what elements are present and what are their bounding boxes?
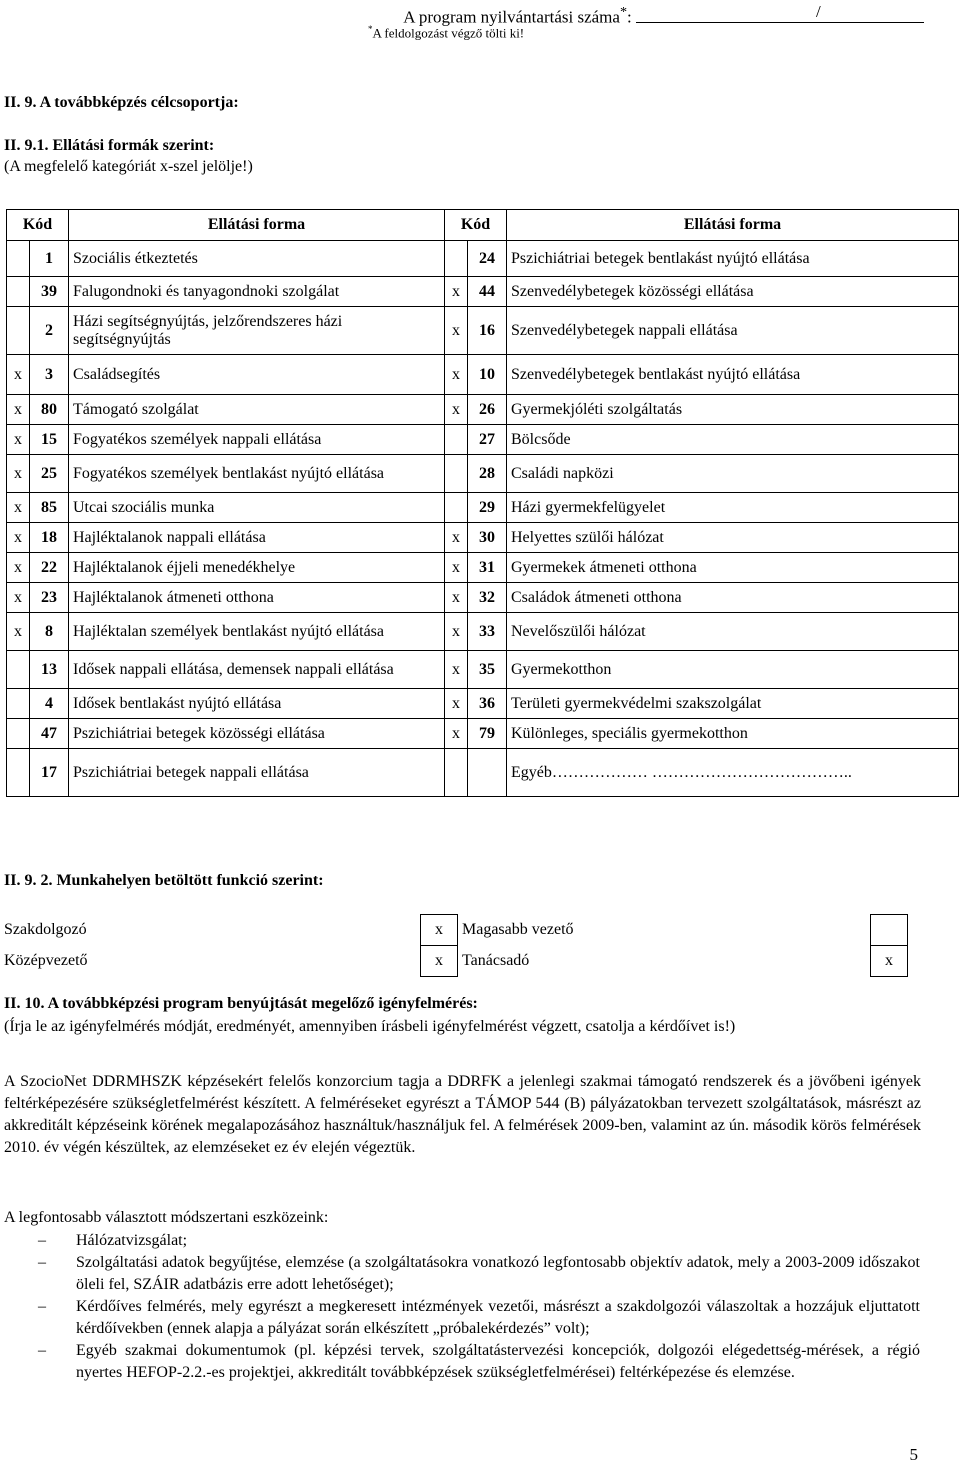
list-item: – Szolgáltatási adatok begyűjtése, elemzése (a szolgáltatásokra vonatkozó legfontosabb objektív adatok, mely a 2003-2009 időszakot öleli fel, SZÁIR adatbázis erre adott lehetőséget); — [38, 1254, 920, 1293]
code-cell: 36 — [468, 689, 507, 719]
code-cell: 18 — [30, 523, 69, 553]
form-cell: Házi gyermekfelügyelet — [507, 493, 959, 523]
mark-cell[interactable]: x — [445, 583, 468, 613]
mark-cell[interactable] — [445, 241, 468, 277]
table-row — [7, 613, 959, 651]
form-cell: Gyermekjóléti szolgáltatás — [507, 395, 959, 425]
mark-cell[interactable]: x — [7, 455, 30, 493]
table-header-row — [7, 210, 959, 241]
mark-cell[interactable]: x — [445, 553, 468, 583]
code-cell: 10 — [468, 355, 507, 395]
table-row — [7, 651, 959, 689]
table-row — [7, 455, 959, 493]
form-cell: Szociális étkeztetés — [69, 241, 445, 277]
function-row — [0, 915, 908, 946]
page-number: 5 — [909, 1445, 918, 1464]
section-9-1-title: II. 9.1. Ellátási formák szerint: — [4, 137, 215, 154]
code-cell: 26 — [468, 395, 507, 425]
form-cell: Bölcsőde — [507, 425, 959, 455]
mark-cell[interactable] — [7, 651, 30, 689]
code-cell: 30 — [468, 523, 507, 553]
header-code-1: Kód — [7, 210, 69, 241]
function-label: Szakdolgozó — [4, 921, 87, 938]
section-9-2-title: II. 9. 2. Munkahelyen betöltött funkció szerint: — [4, 872, 324, 889]
code-cell: 29 — [468, 493, 507, 523]
mark-cell[interactable]: x — [7, 553, 30, 583]
code-cell: 1 — [30, 241, 69, 277]
form-cell: Fogyatékos személyek nappali ellátása — [69, 425, 445, 455]
code-cell: 13 — [30, 651, 69, 689]
code-cell: 44 — [468, 277, 507, 307]
mark-cell[interactable] — [7, 241, 30, 277]
code-cell: 24 — [468, 241, 507, 277]
code-cell: 15 — [30, 425, 69, 455]
mark-cell[interactable]: x — [7, 493, 30, 523]
mark-cell[interactable] — [445, 425, 468, 455]
mark-cell[interactable] — [7, 307, 30, 355]
mark-cell[interactable]: x — [445, 719, 468, 749]
table-row — [7, 523, 959, 553]
program-number-label: A program nyilvántartási száma — [403, 7, 620, 27]
table-row — [7, 493, 959, 523]
code-cell: 85 — [30, 493, 69, 523]
code-cell: 22 — [30, 553, 69, 583]
form-cell: Családsegítés — [69, 355, 445, 395]
mark-cell[interactable]: x — [445, 651, 468, 689]
mark-cell[interactable]: x — [7, 613, 30, 651]
mark-cell[interactable]: x — [445, 613, 468, 651]
form-cell: Nevelőszülői hálózat — [507, 613, 959, 651]
mark-cell[interactable] — [7, 749, 30, 797]
table-row — [7, 553, 959, 583]
mark-cell[interactable]: x — [445, 395, 468, 425]
header-form-1: Ellátási forma — [69, 210, 445, 241]
form-cell: Családok átmeneti otthona — [507, 583, 959, 613]
list-item: – Egyéb szakmai dokumentumok (pl. képzési tervek, szolgáltatástervezési koncepciók, dolgozói elégedettség-mérések, a régió nyertes HEFOP-2.2.-es projektjei, akkreditált továbbképzések szükségletfelmérései) feltérképezése és elemzése. — [38, 1342, 920, 1381]
form-cell: Szenvedélybetegek bentlakást nyújtó ellátása — [507, 355, 959, 395]
code-cell: 39 — [30, 277, 69, 307]
list-item: – Hálózatvizsgálat; — [38, 1232, 188, 1249]
form-cell: Egyéb……………… ……………………………….. — [507, 749, 959, 797]
header-form-2: Ellátási forma — [507, 210, 959, 241]
form-cell: Helyettes szülői hálózat — [507, 523, 959, 553]
mark-cell[interactable] — [445, 749, 468, 797]
function-label: Tanácsadó — [462, 952, 530, 969]
mark-cell[interactable]: x — [7, 523, 30, 553]
mark-cell[interactable]: x — [7, 395, 30, 425]
section-10-title: II. 10. A továbbképzési program benyújtását megelőző igényfelmérés: — [4, 995, 478, 1012]
form-cell: Idősek bentlakást nyújtó ellátása — [69, 689, 445, 719]
form-cell: Különleges, speciális gyermekotthon — [507, 719, 959, 749]
care-forms-table — [6, 209, 959, 797]
code-cell: 4 — [30, 689, 69, 719]
code-cell: 17 — [30, 749, 69, 797]
table-row — [7, 355, 959, 395]
table-row — [7, 583, 959, 613]
form-cell: Családi napközi — [507, 455, 959, 493]
code-cell: 25 — [30, 455, 69, 493]
form-cell: Házi segítségnyújtás, jelzőrendszeres házi segítségnyújtás — [69, 307, 445, 355]
form-cell: Támogató szolgálat — [69, 395, 445, 425]
form-cell: Gyermekotthon — [507, 651, 959, 689]
processor-note: *A feldolgozást végző tölti ki! — [368, 24, 525, 41]
code-cell: 32 — [468, 583, 507, 613]
function-checkbox[interactable]: x — [421, 946, 458, 977]
table-row — [7, 395, 959, 425]
form-cell: Hajléktalanok nappali ellátása — [69, 523, 445, 553]
function-checkbox[interactable] — [871, 915, 908, 946]
mark-cell[interactable]: x — [445, 355, 468, 395]
form-cell: Hajléktalanok éjjeli menedékhelye — [69, 553, 445, 583]
mark-cell[interactable] — [7, 689, 30, 719]
form-cell: Idősek nappali ellátása, demensek nappali ellátása — [69, 651, 445, 689]
mark-cell[interactable]: x — [7, 583, 30, 613]
tools-intro: A legfontosabb választott módszertani eszközeink: — [4, 1209, 329, 1226]
list-item: – Kérdőíves felmérés, mely egyrészt a megkeresett intézmények vezetői, másrészt a szakdolgozói válaszoltak a hozzájuk eljuttatott kérdőívekben (ennek alapja a pályázat során elkészített „próbalekérdezés” volt); — [38, 1298, 920, 1337]
section-10-instruction: (Írja le az igényfelmérés módját, eredményét, amennyiben írásbeli igényfelmérést végzett, csatolja a kérdőívet is!) — [4, 1018, 736, 1035]
function-label: Magasabb vezető — [462, 921, 574, 938]
function-checkbox[interactable]: x — [421, 915, 458, 946]
table-row — [7, 307, 959, 355]
mark-cell[interactable]: x — [445, 689, 468, 719]
code-cell: 27 — [468, 425, 507, 455]
form-cell: Pszichiátriai betegek nappali ellátása — [69, 749, 445, 797]
code-cell: 47 — [30, 719, 69, 749]
form-cell: Területi gyermekvédelmi szakszolgálat — [507, 689, 959, 719]
table-row — [7, 749, 959, 797]
header-code-2: Kód — [445, 210, 507, 241]
section-9-title: II. 9. A továbbképzés célcsoportja: — [4, 94, 239, 111]
tools-list — [0, 1230, 920, 1384]
table-row — [7, 719, 959, 749]
function-label: Középvezető — [4, 952, 88, 969]
code-cell: 28 — [468, 455, 507, 493]
mark-cell[interactable]: x — [7, 425, 30, 455]
table-row — [7, 689, 959, 719]
mark-cell[interactable]: x — [445, 523, 468, 553]
code-cell — [468, 749, 507, 797]
form-cell: Fogyatékos személyek bentlakást nyújtó ellátása — [69, 455, 445, 493]
code-cell: 16 — [468, 307, 507, 355]
table-row — [7, 241, 959, 277]
form-cell: Hajléktalanok átmeneti otthona — [69, 583, 445, 613]
mark-cell[interactable] — [445, 493, 468, 523]
table-row — [7, 425, 959, 455]
survey-paragraph: A SzocioNet DDRMHSZK képzésekért felelős konzorcium tagja a DDRFK a jelenlegi szakmai támogató rendszerek és a jövőbeni igények feltérképezésére szükségletfelmérést készített. A felméréseket egyrészt a TÁMOP 544 (B) pályázatokban tervezett szolgáltatások, másrészt az akkreditált képzéseink körének megalapozásához használtuk/használjuk fel. A felmérések 2009-ben, valamint az ún. második körös felmérések 2010. év végén készültek, az elemzéseket ez év elején végeztük. — [4, 1073, 921, 1156]
function-checkbox[interactable]: x — [871, 946, 908, 977]
table-row — [7, 277, 959, 307]
form-cell: Gyermekek átmeneti otthona — [507, 553, 959, 583]
function-row — [0, 946, 908, 977]
mark-cell[interactable]: x — [445, 307, 468, 355]
code-cell: 2 — [30, 307, 69, 355]
form-cell: Utcai szociális munka — [69, 493, 445, 523]
code-cell: 80 — [30, 395, 69, 425]
code-cell: 33 — [468, 613, 507, 651]
mark-cell[interactable]: x — [7, 355, 30, 395]
form-cell: Falugondnoki és tanyagondnoki szolgálat — [69, 277, 445, 307]
code-cell: 3 — [30, 355, 69, 395]
form-cell: Szenvedélybetegek közösségi ellátása — [507, 277, 959, 307]
code-cell: 23 — [30, 583, 69, 613]
form-cell: Hajléktalan személyek bentlakást nyújtó ellátása — [69, 613, 445, 651]
code-cell: 8 — [30, 613, 69, 651]
section-9-1-instruction: (A megfelelő kategóriát x-szel jelölje!) — [4, 158, 253, 175]
code-cell: 79 — [468, 719, 507, 749]
mark-cell[interactable]: x — [445, 277, 468, 307]
code-cell: 31 — [468, 553, 507, 583]
mark-cell[interactable] — [7, 719, 30, 749]
function-table — [0, 914, 908, 977]
form-cell: Szenvedélybetegek nappali ellátása — [507, 307, 959, 355]
program-number-input-line[interactable]: / — [636, 8, 924, 23]
code-cell: 35 — [468, 651, 507, 689]
form-cell: Pszichiátriai betegek bentlakást nyújtó ellátása — [507, 241, 959, 277]
mark-cell[interactable] — [445, 455, 468, 493]
form-cell: Pszichiátriai betegek közösségi ellátása — [69, 719, 445, 749]
mark-cell[interactable] — [7, 277, 30, 307]
program-number-field: A program nyilvántartási száma*: / — [403, 4, 924, 28]
